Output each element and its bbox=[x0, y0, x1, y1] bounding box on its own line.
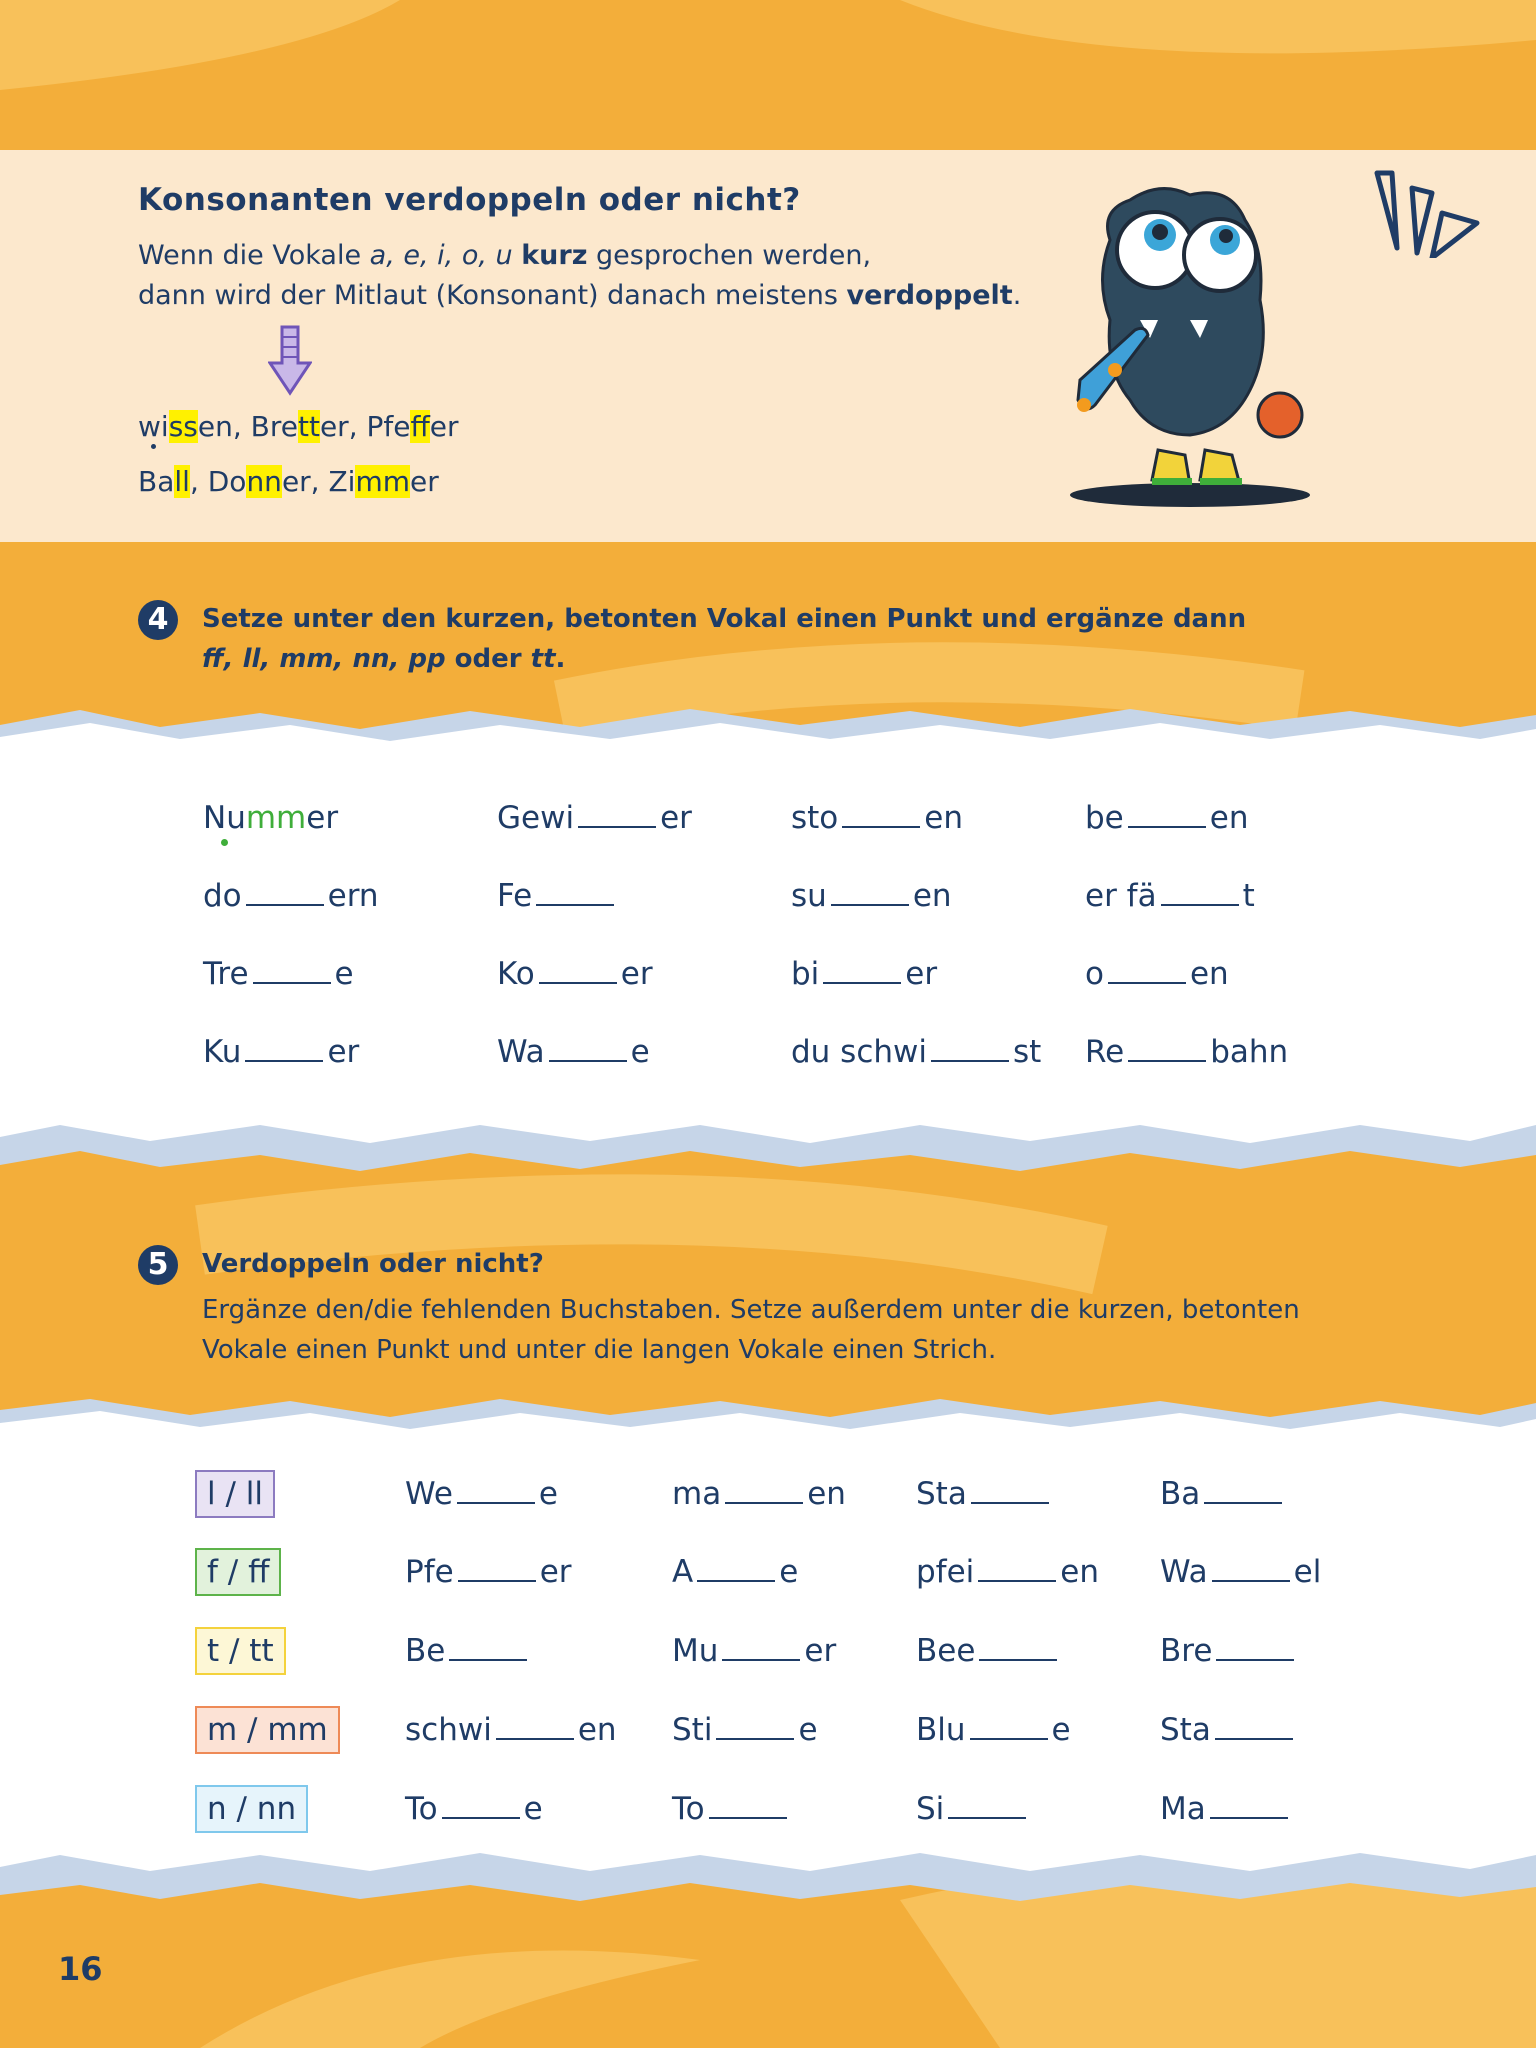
blank-field[interactable] bbox=[245, 1058, 323, 1062]
task-5-item[interactable]: Blu e bbox=[916, 1712, 1071, 1748]
task-4-item[interactable]: du schwi st bbox=[791, 1034, 1042, 1070]
blank-field[interactable] bbox=[931, 1058, 1009, 1062]
page-number: 16 bbox=[58, 1950, 103, 1988]
task-4-item[interactable]: er fä t bbox=[1085, 878, 1255, 914]
blank-field[interactable] bbox=[1108, 980, 1186, 984]
task-4-subtitle: ff, ll, mm, nn, pp oder tt. bbox=[202, 644, 566, 674]
example-line-1: wissen, Bretter, Pfeffer bbox=[138, 410, 459, 443]
letter-tag-n-nn: n / nn bbox=[195, 1785, 308, 1833]
task-5-item[interactable]: Sta bbox=[1160, 1712, 1297, 1748]
task-5-item[interactable]: A e bbox=[672, 1554, 799, 1590]
task-4-item[interactable]: Re bahn bbox=[1085, 1034, 1289, 1070]
task-5-item[interactable]: pfei en bbox=[916, 1554, 1100, 1590]
task-5-item[interactable]: Bre bbox=[1160, 1633, 1298, 1669]
task-number-badge: 5 bbox=[138, 1245, 178, 1285]
arrow-down-icon bbox=[268, 325, 312, 397]
blank-field[interactable] bbox=[842, 824, 920, 828]
blank-field[interactable] bbox=[536, 902, 614, 906]
blank-field[interactable] bbox=[1204, 1500, 1282, 1504]
blank-field[interactable] bbox=[253, 980, 331, 984]
blank-field[interactable] bbox=[1128, 824, 1206, 828]
task-4-item[interactable]: sto en bbox=[791, 800, 964, 836]
task-4-title: Setze unter den kurzen, betonten Vokal einen Punkt und ergänze dann bbox=[202, 604, 1247, 634]
blank-field[interactable] bbox=[449, 1657, 527, 1661]
task-4-item[interactable]: do ern bbox=[203, 878, 379, 914]
blank-field[interactable] bbox=[1128, 1058, 1206, 1062]
blank-field[interactable] bbox=[978, 1578, 1056, 1582]
blank-field[interactable] bbox=[442, 1815, 520, 1819]
blank-field[interactable] bbox=[722, 1657, 800, 1661]
task-4-example-word: Nummer bbox=[203, 800, 339, 836]
task-5-item[interactable]: Be bbox=[405, 1633, 531, 1669]
task-4-item[interactable]: be en bbox=[1085, 800, 1249, 836]
task-5-item[interactable]: Si bbox=[916, 1791, 1030, 1827]
intro-rule-line2: dann wird der Mitlaut (Konsonant) danach meistens verdoppelt. bbox=[138, 280, 1022, 311]
blank-field[interactable] bbox=[716, 1736, 794, 1740]
task-4-item[interactable]: su en bbox=[791, 878, 952, 914]
blank-field[interactable] bbox=[948, 1815, 1026, 1819]
letter-tag-t-tt: t / tt bbox=[195, 1627, 286, 1675]
blank-field[interactable] bbox=[549, 1058, 627, 1062]
blank-field[interactable] bbox=[578, 824, 656, 828]
task-5-instruction-line2: Vokale einen Punkt und unter die langen Vokale einen Strich. bbox=[202, 1335, 997, 1365]
blank-field[interactable] bbox=[458, 1578, 536, 1582]
task-5-item[interactable]: Mu er bbox=[672, 1633, 837, 1669]
task-5-title: Verdoppeln oder nicht? bbox=[202, 1249, 544, 1279]
letter-tag-l-ll: l / ll bbox=[195, 1470, 275, 1518]
task-number-badge: 4 bbox=[138, 600, 178, 640]
blank-field[interactable] bbox=[831, 902, 909, 906]
example-line-2: Ball, Donner, Zimmer bbox=[138, 465, 439, 498]
blank-field[interactable] bbox=[1212, 1578, 1290, 1582]
task-4-item[interactable]: Ko er bbox=[497, 956, 653, 992]
motion-lines-icon bbox=[1372, 168, 1482, 258]
task-5-item[interactable]: Sta bbox=[916, 1476, 1053, 1512]
task-5-item[interactable]: Ma bbox=[1160, 1791, 1292, 1827]
task-5-item[interactable]: To e bbox=[405, 1791, 543, 1827]
task-5-instruction-line1: Ergänze den/die fehlenden Buchstaben. Setze außerdem unter die kurzen, betonten bbox=[202, 1295, 1300, 1325]
blank-field[interactable] bbox=[539, 980, 617, 984]
intro-title: Konsonanten verdoppeln oder nicht? bbox=[138, 182, 801, 218]
blank-field[interactable] bbox=[725, 1500, 803, 1504]
blank-field[interactable] bbox=[823, 980, 901, 984]
task-5-item[interactable]: ma en bbox=[672, 1476, 846, 1512]
task-5-item[interactable]: Bee bbox=[916, 1633, 1061, 1669]
intro-rule-line1: Wenn die Vokale a, e, i, o, u kurz gesprochen werden, bbox=[138, 240, 872, 271]
task-5-item[interactable]: Wa el bbox=[1160, 1554, 1322, 1590]
task-5-item[interactable]: Pfe er bbox=[405, 1554, 572, 1590]
task-4-paper bbox=[0, 705, 1536, 1175]
letter-tag-m-mm: m / mm bbox=[195, 1706, 340, 1754]
blank-field[interactable] bbox=[970, 1736, 1048, 1740]
task-4-item[interactable]: Wa e bbox=[497, 1034, 650, 1070]
task-4-item[interactable]: Tre e bbox=[203, 956, 354, 992]
blank-field[interactable] bbox=[1161, 902, 1239, 906]
task-4-item[interactable]: bi er bbox=[791, 956, 938, 992]
blank-field[interactable] bbox=[1210, 1815, 1288, 1819]
task-4-item[interactable]: Fe bbox=[497, 878, 618, 914]
task-4-item[interactable]: Gewi er bbox=[497, 800, 692, 836]
blank-field[interactable] bbox=[709, 1815, 787, 1819]
task-5-item[interactable]: Sti e bbox=[672, 1712, 818, 1748]
blank-field[interactable] bbox=[1215, 1736, 1293, 1740]
blank-field[interactable] bbox=[496, 1736, 574, 1740]
blank-field[interactable] bbox=[457, 1500, 535, 1504]
task-5-item[interactable]: To bbox=[672, 1791, 791, 1827]
task-5-item[interactable]: schwi en bbox=[405, 1712, 617, 1748]
monster-illustration bbox=[1040, 180, 1340, 510]
task-4-item[interactable]: Ku er bbox=[203, 1034, 360, 1070]
task-4-item[interactable]: o en bbox=[1085, 956, 1229, 992]
blank-field[interactable] bbox=[1216, 1657, 1294, 1661]
blank-field[interactable] bbox=[971, 1500, 1049, 1504]
blank-field[interactable] bbox=[697, 1578, 775, 1582]
task-5-item[interactable]: We e bbox=[405, 1476, 558, 1512]
task-5-item[interactable]: Ba bbox=[1160, 1476, 1286, 1512]
letter-tag-f-ff: f / ff bbox=[195, 1548, 281, 1596]
blank-field[interactable] bbox=[979, 1657, 1057, 1661]
blank-field[interactable] bbox=[246, 902, 324, 906]
